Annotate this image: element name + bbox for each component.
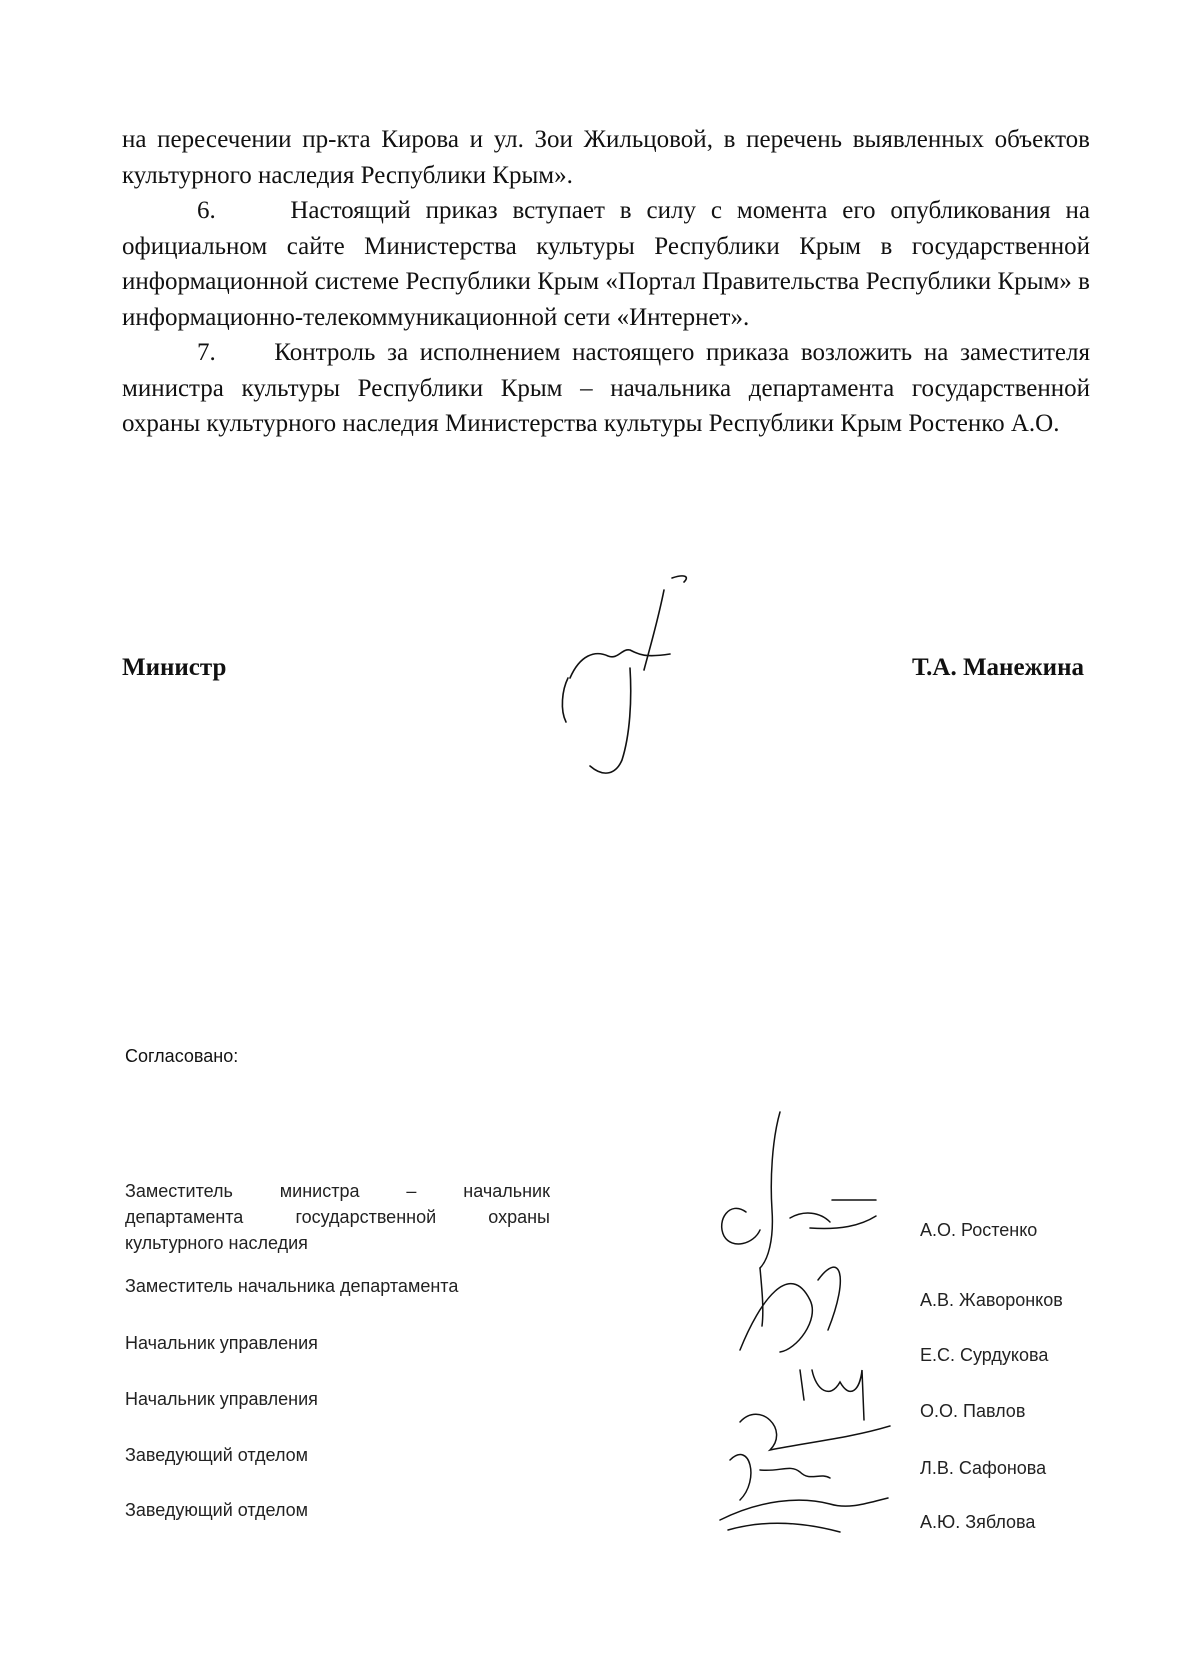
approval-name-5: Л.В. Сафонова [920,1458,1047,1478]
approval-position-2: Заместитель начальника департамента [125,1276,459,1296]
paragraph-7: 7. Контроль за исполнением настоящего приказа возложить на заместителя министра культуры Республики Крым – начальника департамента государственной охраны культурного наследия Министерства культуры Республики Крым Ростенко А.О. [122,339,1090,437]
approval-position-5: Заведующий отделом [125,1445,309,1465]
approval-handwritten-signatures [700,1100,960,1540]
approval-position-6: Заведующий отделом [125,1500,309,1520]
paragraph-6: 6. Настоящий приказ вступает в силу с момента его опубликования на официальном сайте Министерства культуры Республики Крым в государственной информационной системе Республики Крым «Портал Правительства Республики Крым» в информационно-телекоммуникационной сети «Интернет». [122,197,1090,331]
approval-name-2: А.В. Жаворонков [920,1290,1063,1310]
signatory-name: Т.А. Манежина [911,654,1084,681]
approval-name-3: Е.С. Сурдукова [920,1345,1049,1365]
approvals-heading: Согласовано: [125,1046,239,1066]
approval-name-6: А.Ю. Зяблова [920,1512,1036,1532]
approval-position-1: Заместитель министра – начальник департамента государственной охраны культурного наследия [125,1181,550,1253]
signatory-title: Министр [122,654,227,681]
approval-name-1: А.О. Ростенко [920,1220,1038,1240]
approval-position-3: Начальник управления [125,1333,318,1353]
approval-name-4: О.О. Павлов [920,1401,1026,1421]
paragraph-continuation: на пересечении пр-кта Кирова и ул. Зои Жильцовой, в перечень выявленных объектов культурного наследия Республики Крым». [122,126,1090,189]
approval-position-4: Начальник управления [125,1389,318,1409]
